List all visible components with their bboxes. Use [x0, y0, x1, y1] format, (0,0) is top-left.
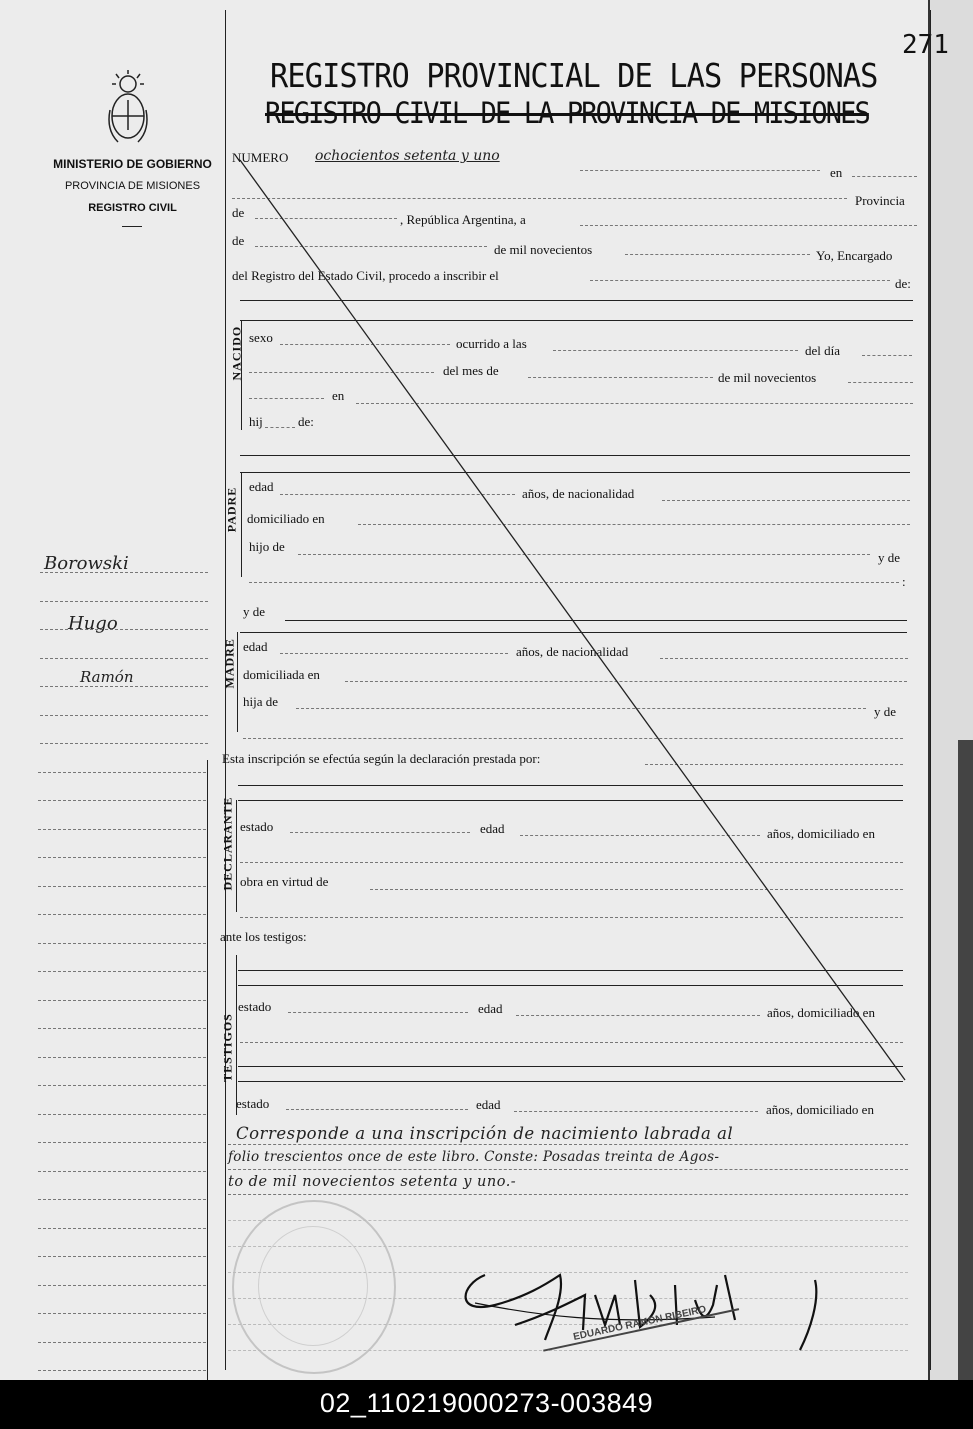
- label-padre-y-de: y de: [878, 550, 901, 565]
- margin-surname: Borowski: [44, 553, 129, 574]
- label-del-registro: del Registro del Estado Civil, procedo a inscribir el: [232, 268, 499, 283]
- label-decl-edad: edad: [480, 821, 505, 836]
- official-seal: [232, 1200, 396, 1374]
- margin-name2: Ramón: [80, 668, 134, 686]
- label-padre-colon: :: [902, 574, 906, 589]
- section-testigos: TESTIGOS: [220, 1013, 235, 1082]
- margin-name1: Hugo: [68, 613, 118, 634]
- document-title: REGISTRO PROVINCIAL DE LAS PERSONAS: [270, 56, 878, 95]
- section-padre: PADRE: [224, 486, 239, 533]
- note-line-1: Corresponde a una inscripción de nacimiento labrada al: [236, 1124, 734, 1143]
- section-madre: MADRE: [222, 638, 237, 689]
- label-decl-anos: años, domiciliado en: [767, 826, 875, 841]
- section-nacido: NACIDO: [229, 325, 244, 381]
- label-hijo-de: hijo de: [249, 539, 285, 554]
- label-decl-estado: estado: [240, 819, 274, 834]
- label-hija-de: hija de: [243, 694, 279, 709]
- label-madre-anos: años, de nacionalidad: [516, 644, 629, 659]
- label-inscripcion: Esta inscripción se efectúa según la declaración prestada por:: [222, 751, 541, 766]
- label-en-2: en: [332, 388, 345, 403]
- section-declarante: DECLARANTE: [220, 796, 235, 891]
- label-del-mes: del mes de: [443, 363, 499, 378]
- ministry-title: MINISTERIO DE GOBIERNO: [53, 157, 212, 171]
- label-republica: , República Argentina, a: [400, 212, 526, 227]
- label-de-mil-2: de mil novecientos: [718, 370, 817, 385]
- signature: [455, 1255, 835, 1365]
- label-madre-y-de-top: y de: [243, 604, 266, 619]
- struck-title: REGISTRO CIVIL DE LA PROVINCIA DE MISIONES: [265, 96, 869, 130]
- numero-value: ochocientos setenta y uno: [315, 148, 500, 164]
- label-de-colon: de:: [895, 276, 911, 291]
- numero-label: NUMERO: [232, 150, 289, 165]
- label-hij-de: de:: [298, 414, 314, 429]
- label-hij: hij: [249, 414, 263, 429]
- page-number: 271: [902, 30, 949, 60]
- label-de-1: de: [232, 205, 245, 220]
- label-de-mil: de mil novecientos: [494, 242, 593, 257]
- label-en: en: [830, 165, 843, 180]
- ministry-registry: REGISTRO CIVIL: [88, 202, 177, 214]
- signature-stamp-name: EDUARDO RAMON RIBEIRO: [572, 1304, 708, 1343]
- label-domiciliado: domiciliado en: [247, 511, 325, 526]
- label-provincia: Provincia: [855, 193, 905, 208]
- label-ocurrido: ocurrido a las: [456, 336, 527, 351]
- image-id-footer: 02_110219000273-003849: [0, 1380, 973, 1429]
- label-test2-edad: edad: [476, 1097, 501, 1112]
- label-madre-edad: edad: [243, 639, 268, 654]
- label-test1-anos: años, domiciliado en: [767, 1005, 875, 1020]
- label-padre-edad: edad: [249, 479, 274, 494]
- main-right-border: [930, 10, 931, 1370]
- label-del-dia: del día: [805, 343, 841, 358]
- label-test1-edad: edad: [478, 1001, 503, 1016]
- label-sexo: sexo: [249, 330, 273, 345]
- label-padre-anos: años, de nacionalidad: [522, 486, 635, 501]
- label-madre-y-de: y de: [874, 704, 897, 719]
- book-spine: [958, 740, 973, 1380]
- label-test1-estado: estado: [238, 999, 272, 1014]
- label-ante-testigos: ante los testigos:: [220, 929, 307, 944]
- label-obra: obra en virtud de: [240, 874, 329, 889]
- note-line-3: to de mil novecientos setenta y uno.-: [228, 1174, 517, 1190]
- note-line-2: folio trescientos once de este libro. Conste: Posadas treinta de Agos-: [228, 1149, 720, 1165]
- label-de-2: de: [232, 233, 245, 248]
- label-test2-estado: estado: [236, 1096, 270, 1111]
- ministry-province: PROVINCIA DE MISIONES: [64, 180, 201, 192]
- label-test2-anos: años, domiciliado en: [766, 1102, 874, 1117]
- label-yo-encargado: Yo, Encargado: [816, 248, 893, 263]
- label-domiciliada: domiciliada en: [243, 667, 320, 682]
